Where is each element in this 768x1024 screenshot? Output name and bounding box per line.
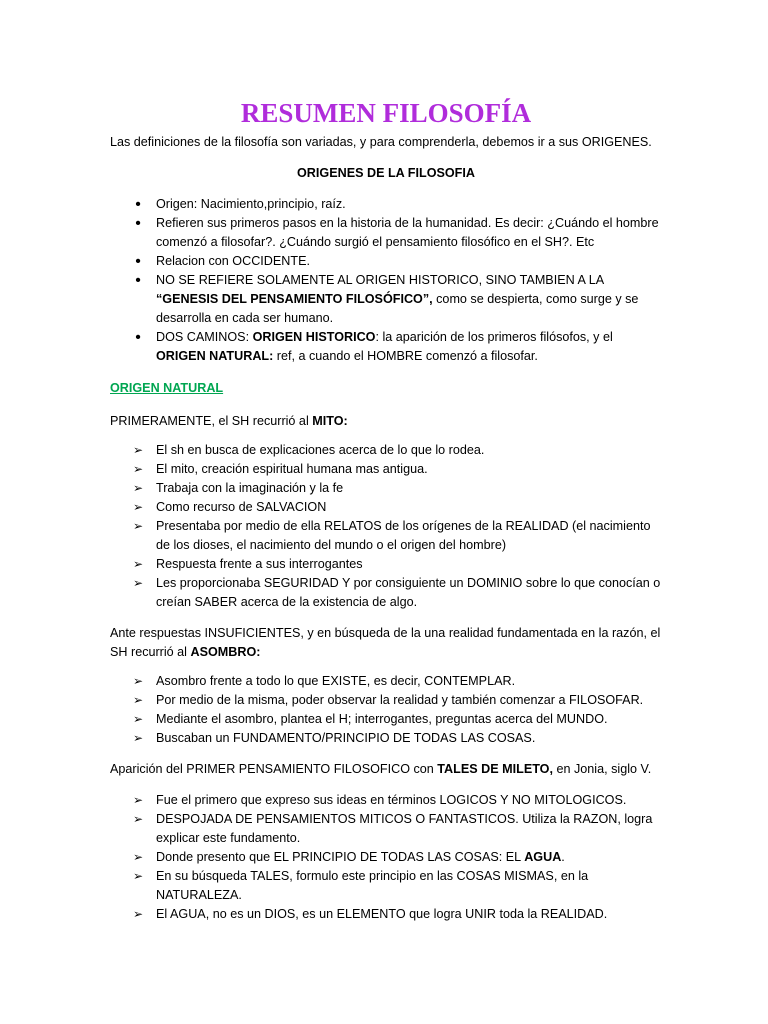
- bullet-dot-icon: •: [135, 272, 141, 289]
- arrow-bullet-icon: ➢: [132, 519, 144, 533]
- list-item: ➢ Mediante el asombro, plantea el H; interrogantes, preguntas acerca del MUNDO.: [110, 710, 662, 729]
- list-item: ➢ En su búsqueda TALES, formulo este principio en las COSAS MISMAS, en la NATURALEZA.: [110, 867, 662, 905]
- list-item: ➢ Por medio de la misma, poder observar la realidad y también comenzar a FILOSOFAR.: [110, 691, 662, 710]
- tales-paragraph: Aparición del PRIMER PENSAMIENTO FILOSOFICO con TALES DE MILETO, en Jonia, siglo V.: [110, 762, 652, 776]
- tales-list: [110, 791, 662, 924]
- origenes-list: [110, 195, 662, 366]
- arrow-bullet-icon: ➢: [132, 793, 144, 807]
- arrow-bullet-icon: ➢: [132, 557, 144, 571]
- list-item: • Origen: Nacimiento,principio, raíz.: [110, 195, 662, 214]
- bullet-dot-icon: •: [135, 215, 141, 232]
- bullet-dot-icon: •: [135, 253, 141, 270]
- arrow-bullet-icon: ➢: [132, 693, 144, 707]
- list-item: • DOS CAMINOS: ORIGEN HISTORICO: la aparición de los primeros filósofos, y el ORIGEN NATURAL: ref, a cuando el HOMBRE comenzó a filosofar.: [110, 328, 662, 366]
- arrow-bullet-icon: ➢: [132, 731, 144, 745]
- list-item: ➢ Respuesta frente a sus interrogantes: [110, 555, 662, 574]
- list-item: ➢ Donde presento que EL PRINCIPIO DE TODAS LAS COSAS: EL AGUA.: [110, 848, 662, 867]
- list-item: • NO SE REFIERE SOLAMENTE AL ORIGEN HISTORICO, SINO TAMBIEN A LA “GENESIS DEL PENSAMIENTO FILOSÓFICO”, como se despierta, como surge y se desarrolla en cada ser humano.: [110, 271, 662, 328]
- arrow-bullet-icon: ➢: [132, 869, 144, 883]
- asombro-paragraph: Ante respuestas INSUFICIENTES, y en búsqueda de la una realidad fundamentada en la razón, el SH recurrió al ASOMBRO:: [110, 626, 661, 659]
- arrow-bullet-icon: ➢: [132, 850, 144, 864]
- list-item: ➢ DESPOJADA DE PENSAMIENTOS MITICOS O FANTASTICOS. Utiliza la RAZON, logra explicar este fundamento.: [110, 810, 662, 848]
- list-item: ➢ Asombro frente a todo lo que EXISTE, es decir, CONTEMPLAR.: [110, 672, 662, 691]
- list-item: ➢ El mito, creación espiritual humana mas antigua.: [110, 460, 662, 479]
- list-item: • Relacion con OCCIDENTE.: [110, 252, 662, 271]
- arrow-bullet-icon: ➢: [132, 712, 144, 726]
- page-title: RESUMEN FILOSOFÍA: [240, 98, 532, 128]
- list-item: ➢ Trabaja con la imaginación y la fe: [110, 479, 662, 498]
- mito-paragraph: PRIMERAMENTE, el SH recurrió al MITO:: [110, 414, 348, 428]
- list-item: ➢ Les proporcionaba SEGURIDAD Y por consiguiente un DOMINIO sobre lo que conocían o creían SABER acerca de la existencia de algo.: [110, 574, 662, 612]
- arrow-bullet-icon: ➢: [132, 576, 144, 590]
- list-item: ➢ El AGUA, no es un DIOS, es un ELEMENTO que logra UNIR toda la REALIDAD.: [110, 905, 662, 924]
- list-item: ➢ El sh en busca de explicaciones acerca de lo que lo rodea.: [110, 441, 662, 460]
- arrow-bullet-icon: ➢: [132, 481, 144, 495]
- origenes-heading: ORIGENES DE LA FILOSOFIA: [297, 166, 475, 180]
- arrow-bullet-icon: ➢: [132, 500, 144, 514]
- origen-natural-link[interactable]: ORIGEN NATURAL: [110, 381, 224, 395]
- list-item: ➢ Presentaba por medio de ella RELATOS de los orígenes de la REALIDAD (el nacimiento de los dioses, el nacimiento del mundo o el origen del hombre): [110, 517, 662, 555]
- asombro-list: [110, 672, 662, 748]
- arrow-bullet-icon: ➢: [132, 812, 144, 826]
- origen-natural-section: [110, 379, 662, 398]
- list-item: ➢ Como recurso de SALVACION: [110, 498, 662, 517]
- intro-paragraph: Las definiciones de la filosofía son variadas, y para comprenderla, debemos ir a sus ORIGENES.: [110, 135, 652, 149]
- list-item: • Refieren sus primeros pasos en la historia de la humanidad. Es decir: ¿Cuándo el hombre comenzó a filosofar?. ¿Cuándo surgió el pensamiento filosófico en el SH?. Etc: [110, 214, 662, 252]
- arrow-bullet-icon: ➢: [132, 907, 144, 921]
- arrow-bullet-icon: ➢: [132, 443, 144, 457]
- list-item: ➢ Buscaban un FUNDAMENTO/PRINCIPIO DE TODAS LAS COSAS.: [110, 729, 662, 748]
- list-item: ➢ Fue el primero que expreso sus ideas en términos LOGICOS Y NO MITOLOGICOS.: [110, 791, 662, 810]
- arrow-bullet-icon: ➢: [132, 674, 144, 688]
- bullet-dot-icon: •: [135, 329, 141, 346]
- mito-list: [110, 441, 662, 612]
- bullet-dot-icon: •: [135, 196, 141, 213]
- arrow-bullet-icon: ➢: [132, 462, 144, 476]
